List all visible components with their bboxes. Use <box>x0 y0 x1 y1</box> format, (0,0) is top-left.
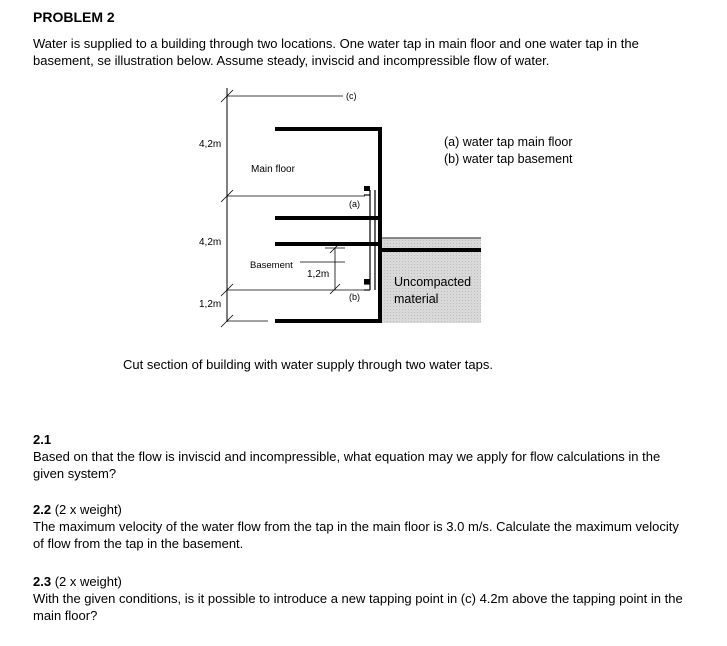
dim-upper: 4,2m <box>199 139 222 150</box>
question-text: Based on that the flow is inviscid and incompressible, what equation may we apply for flow calculations in the given system? <box>33 449 661 481</box>
soil-label-line1: Uncompacted <box>394 275 472 289</box>
legend-a: (a) water tap main floor <box>444 135 573 149</box>
question-number: 2.1 <box>33 432 52 447</box>
label-a: (a) <box>349 199 360 209</box>
tap-b-icon <box>364 279 370 284</box>
dim-middle: 4,2m <box>199 237 222 248</box>
soil-label-line2: material <box>394 292 439 306</box>
question-text: With the given conditions, is it possible to introduce a new tapping point in (c) 4.2m above the tapping point in the main floor? <box>33 591 683 623</box>
basement-label: Basement <box>250 260 293 271</box>
dimension-ticks <box>221 90 345 327</box>
dim-lower: 1,2m <box>199 299 222 310</box>
question-number: 2.2 <box>33 502 52 517</box>
problem-intro: Water is supplied to a building through two locations. One water tap in main floor and one water tap in the basement, se illustration below. Assume steady, inviscid and incompressible flow of water. <box>33 36 639 68</box>
question-2-1 <box>33 431 693 482</box>
problem-title: PROBLEM 2 <box>33 9 115 25</box>
label-c: (c) <box>346 91 357 101</box>
question-weight: (2 x weight) <box>51 502 122 517</box>
water-pipe <box>364 190 375 290</box>
dim-tap: 1,2m <box>307 269 330 280</box>
question-2-3 <box>33 573 693 624</box>
building-diagram <box>0 80 727 350</box>
tap-a-icon <box>364 186 370 191</box>
question-weight: (2 x weight) <box>51 574 122 589</box>
question-2-2 <box>33 501 693 552</box>
question-number: 2.3 <box>33 574 52 589</box>
label-b: (b) <box>349 292 360 302</box>
legend-b: (b) water tap basement <box>444 152 573 166</box>
diagram-caption: Cut section of building with water supply through two water taps. <box>123 357 493 372</box>
question-text: The maximum velocity of the water flow from the tap in the main floor is 3.0 m/s. Calculate the maximum velocity of flow from the tap in the basement. <box>33 519 679 551</box>
main-floor-label: Main floor <box>251 164 295 175</box>
